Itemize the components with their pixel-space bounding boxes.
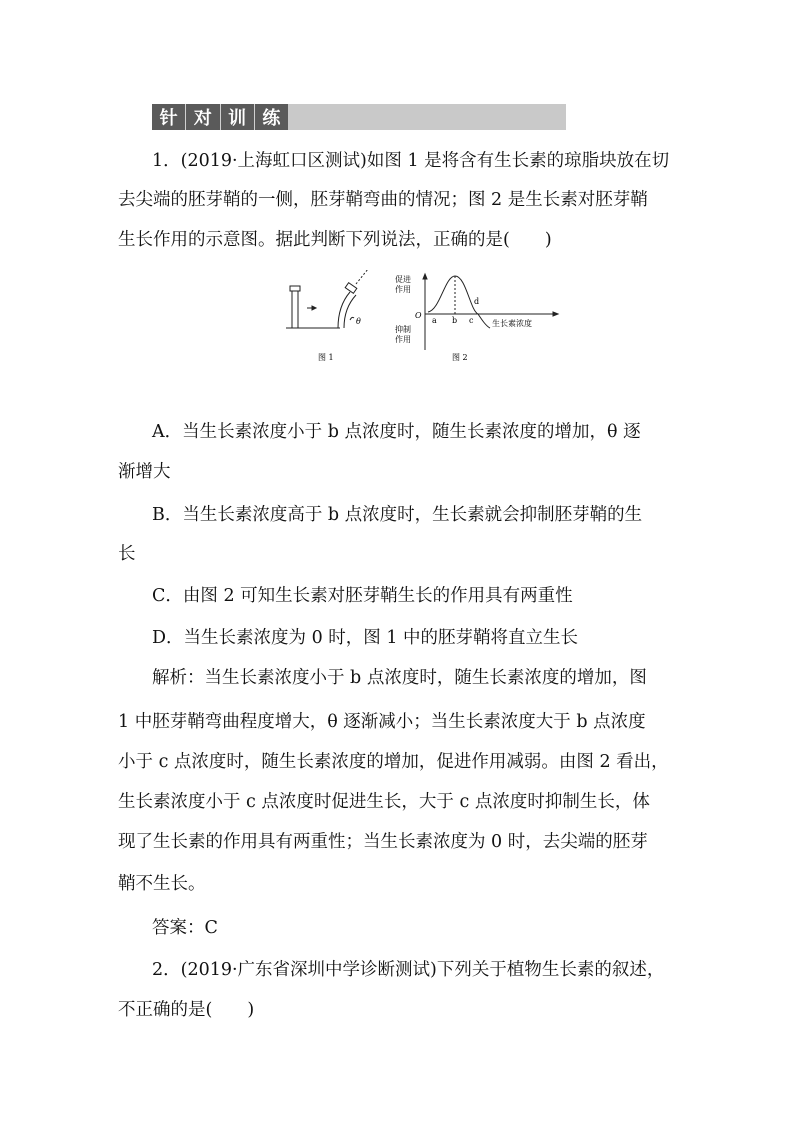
analysis-line-4: 生长素浓度小于 c 点浓度时促进生长，大于 c 点浓度时抑制生长，体 bbox=[118, 792, 650, 812]
answer: 答案：C bbox=[152, 918, 218, 938]
fig2-axes bbox=[423, 274, 558, 350]
point-c-label: c bbox=[469, 316, 474, 325]
option-a-line-2: 渐增大 bbox=[118, 462, 171, 482]
point-a-label: a bbox=[432, 316, 437, 325]
section-banner bbox=[152, 104, 566, 130]
point-d-label: d bbox=[474, 297, 480, 306]
banner-char: 针 bbox=[152, 104, 186, 130]
analysis-line-6: 鞘不生长。 bbox=[118, 874, 206, 894]
analysis-line-2: 1 中胚芽鞘弯曲程度增大，θ 逐渐减小；当生长素浓度大于 b 点浓度 bbox=[118, 712, 646, 732]
q2-line-2: 不正确的是( ) bbox=[118, 1000, 255, 1020]
y-bottom-label-1: 抑制 bbox=[395, 325, 411, 334]
option-b-line-1: B．当生长素浓度高于 b 点浓度时，生长素就会抑制胚芽鞘的生 bbox=[152, 505, 643, 525]
y-bottom-label-2: 作用 bbox=[395, 335, 411, 344]
origin-label: O bbox=[415, 311, 422, 320]
banner-char: 练 bbox=[262, 108, 281, 129]
q2-line-1: 2．(2019·广东省深圳中学诊断测试)下列关于植物生长素的叙述， bbox=[152, 960, 665, 980]
theta-label: θ bbox=[356, 317, 361, 326]
option-c: C．由图 2 可知生长素对胚芽鞘生长的作用具有两重性 bbox=[152, 586, 573, 606]
point-b-label: b bbox=[452, 316, 458, 325]
fig2-caption: 图 2 bbox=[452, 353, 468, 362]
analysis-line-1: 解析：当生长素浓度小于 b 点浓度时，随生长素浓度的增加，图 bbox=[152, 668, 647, 688]
banner-char: 对 bbox=[186, 104, 220, 130]
option-a-line-1: A．当生长素浓度小于 b 点浓度时，随生长素浓度的增加，θ 逐 bbox=[152, 422, 641, 442]
q1-line-2: 去尖端的胚芽鞘的一侧，胚芽鞘弯曲的情况；图 2 是生长素对胚芽鞘 bbox=[118, 190, 648, 210]
fig1-caption: 图 1 bbox=[318, 353, 334, 362]
banner-char: 训 bbox=[221, 104, 255, 130]
analysis-line-5: 现了生长素的作用具有两重性；当生长素浓度为 0 时，去尖端的胚芽 bbox=[118, 832, 648, 852]
q1-figure bbox=[280, 270, 560, 370]
q1-line-3: 生长作用的示意图。据此判断下列说法，正确的是( ) bbox=[118, 230, 552, 250]
y-top-label-1: 促进 bbox=[395, 275, 411, 284]
q1-line-1: 1．(2019·上海虹口区测试)如图 1 是将含有生长素的琼脂块放在切 bbox=[152, 151, 670, 171]
option-b-line-2: 长 bbox=[118, 544, 136, 564]
section-banner-title bbox=[152, 104, 288, 130]
option-d: D．当生长素浓度为 0 时，图 1 中的胚芽鞘将直立生长 bbox=[152, 628, 579, 648]
x-axis-label: 生长素浓度 bbox=[492, 319, 532, 328]
analysis-line-3: 小于 c 点浓度时，随生长素浓度的增加，促进作用减弱。由图 2 看出， bbox=[118, 752, 669, 772]
y-top-label-2: 作用 bbox=[395, 285, 411, 294]
